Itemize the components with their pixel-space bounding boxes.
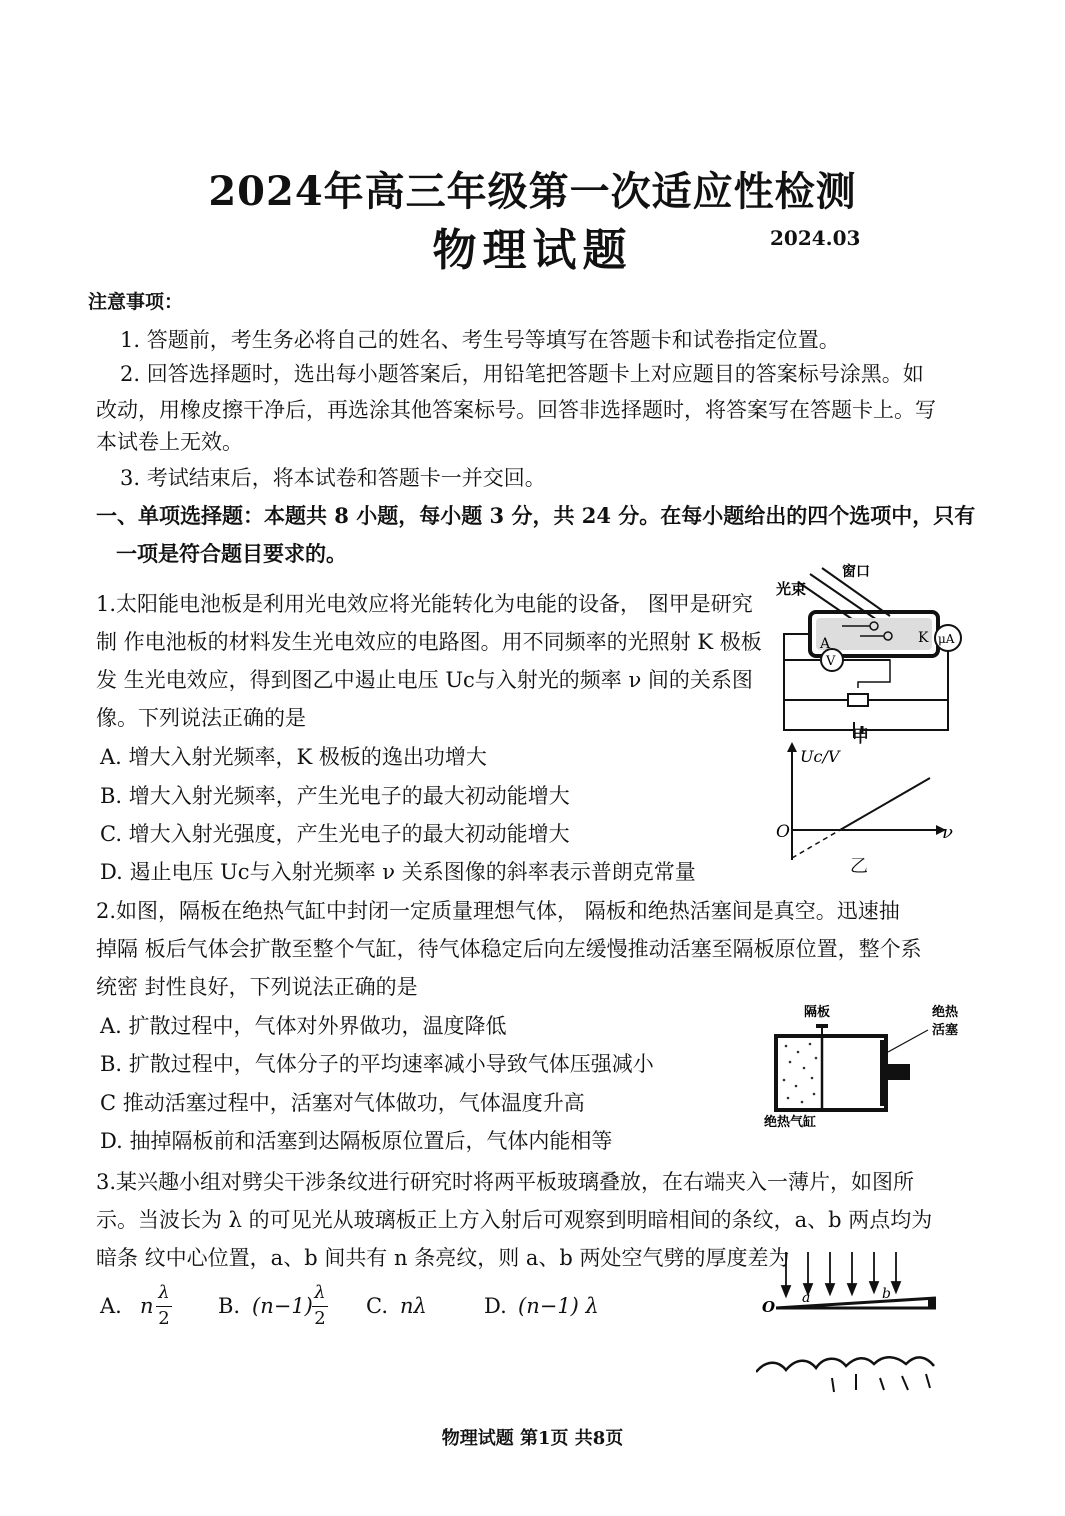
q3-stem-2: 示。当波长为 λ 的可见光从玻璃板正上方入射后可观察到明暗相间的条纹，a、b 两点均为 — [96, 1208, 933, 1232]
q3-stem-3: 暗条 纹中心位置，a、b 间共有 n 条亮纹，则 a、b 两处空气劈的厚度差为 — [96, 1246, 790, 1270]
q3-option-d-expr: (n−1) λ — [518, 1294, 599, 1318]
q3-option-c-letter: C. — [366, 1294, 388, 1318]
notice-heading: 注意事项： — [88, 291, 184, 313]
x-axis-label: ν — [942, 822, 953, 843]
cylinder-diagram — [756, 1000, 966, 1130]
q3-option-d-letter: D. — [484, 1294, 507, 1318]
partition-label: 隔板 — [804, 1005, 831, 1020]
q3-option-a-fraction-bar — [156, 1306, 172, 1307]
section-heading-cont: 一项是符合题目要求的。 — [116, 541, 347, 566]
light-beam-label: 光束 — [776, 580, 807, 598]
q3-option-a-numerator: λ — [158, 1282, 170, 1303]
voltmeter-label: V — [826, 654, 836, 669]
subject-title: 物理试题 — [432, 225, 633, 276]
q3-option-a-letter: A. — [100, 1294, 122, 1318]
figure-yi-caption: 乙 — [850, 856, 868, 877]
q1-option-b: B. 增大入射光频率，产生光电子的最大初动能增大 — [100, 784, 570, 808]
piston-label-2: 活塞 — [932, 1023, 959, 1038]
q3-option-b-numerator: λ — [314, 1282, 326, 1303]
anode-label: A — [820, 636, 831, 652]
q3-option-b-letter: B. — [218, 1294, 241, 1318]
figure-jia-caption: 甲 — [852, 727, 869, 747]
q1-option-c: C. 增大入射光强度，产生光电子的最大初动能增大 — [100, 822, 570, 846]
q1-option-d: D. 遏止电压 Uc与入射光频率 ν 关系图像的斜率表示普朗克常量 — [100, 860, 696, 884]
origin-label: O — [776, 822, 790, 842]
q3-option-c-expr: nλ — [400, 1294, 427, 1318]
q2-stem-1: 2.如图，隔板在绝热气缸中封闭一定质量理想气体， 隔板和绝热活塞间是真空。迅速抽 — [96, 899, 900, 923]
notice-item-2: 2. 回答选择题时，选出每小题答案后，用铅笔把答题卡上对应题目的答案标号涂黑。如 — [120, 362, 924, 386]
q2-option-d: D. 抽掉隔板前和活塞到达隔板原位置后，气体内能相等 — [100, 1129, 613, 1153]
q1-stem-1: 1.太阳能电池板是利用光电效应将光能转化为电能的设备， 图甲是研究 — [96, 592, 753, 616]
y-axis-label: Uc/V — [800, 747, 840, 766]
q2-stem-2: 掉隔 板后气体会扩散至整个气缸，待气体稳定后向左缓慢推动活塞至隔板原位置，整个系 — [96, 937, 922, 961]
page-footer: 物理试题 第1页 共8页 — [441, 1428, 624, 1449]
q2-stem-3: 统密 封性良好，下列说法正确的是 — [96, 975, 418, 999]
q3-stem-1: 3.某兴趣小组对劈尖干涉条纹进行研究时将两平板玻璃叠放，在右端夹入一薄片，如图所 — [96, 1170, 915, 1194]
cathode-label: K — [918, 630, 929, 646]
uc-frequency-graph — [770, 740, 960, 880]
q3-option-b-denominator: 2 — [314, 1308, 326, 1329]
circuit-diagram — [770, 560, 970, 745]
q3-option-a-denominator: 2 — [158, 1308, 170, 1329]
q3-option-b-expr: (n−1) — [252, 1294, 313, 1318]
wedge-diagram — [756, 1242, 956, 1402]
notice-item-2-cont: 改动，用橡皮擦干净后，再选涂其他答案标号。回答非选择题时，将答案写在答题卡上。写 — [96, 398, 936, 422]
q1-option-a: A. 增大入射光频率，K 极板的逸出功增大 — [100, 745, 487, 769]
microammeter-label: μA — [938, 632, 955, 646]
notice-item-3: 3. 考试结束后，将本试卷和答题卡一并交回。 — [120, 466, 546, 490]
q1-stem-3: 发 生光电效应，得到图乙中遏止电压 Uc与入射光的频率 ν 间的关系图 — [96, 668, 753, 692]
notice-item-2-end: 本试卷上无效。 — [96, 430, 243, 454]
exam-title: 2024年高三年级第一次适应性检测 — [208, 168, 857, 215]
q3-option-b-fraction-bar — [312, 1306, 328, 1307]
exam-date: 2024.03 — [770, 226, 861, 250]
q2-option-c: C 推动活塞过程中，活塞对气体做功，气体温度升高 — [100, 1091, 585, 1115]
q3-options — [100, 1282, 700, 1338]
piston-label-1: 绝热 — [932, 1005, 959, 1020]
window-label: 窗口 — [842, 564, 870, 580]
point-a-label: a — [802, 1290, 811, 1306]
wedge-origin-label: O — [762, 1298, 776, 1316]
q2-option-a: A. 扩散过程中，气体对外界做功，温度降低 — [100, 1014, 507, 1038]
point-b-label: b — [882, 1286, 891, 1302]
cylinder-label: 绝热气缸 — [764, 1115, 817, 1130]
notice-item-1: 1. 答题前，考生务必将自己的姓名、考生号等填写在答题卡和试卷指定位置。 — [120, 328, 840, 352]
q1-stem-4: 像。下列说法正确的是 — [96, 706, 306, 730]
q2-option-b: B. 扩散过程中，气体分子的平均速率减小导致气体压强减小 — [100, 1052, 654, 1076]
q1-stem-2: 制 作电池板的材料发生光电效应的电路图。用不同频率的光照射 K 极板 — [96, 630, 762, 654]
q3-option-a-expr: n — [140, 1294, 154, 1318]
section-heading: 一、单项选择题：本题共 8 小题，每小题 3 分，共 24 分。在每小题给出的四个选项中，只有 — [96, 503, 976, 528]
